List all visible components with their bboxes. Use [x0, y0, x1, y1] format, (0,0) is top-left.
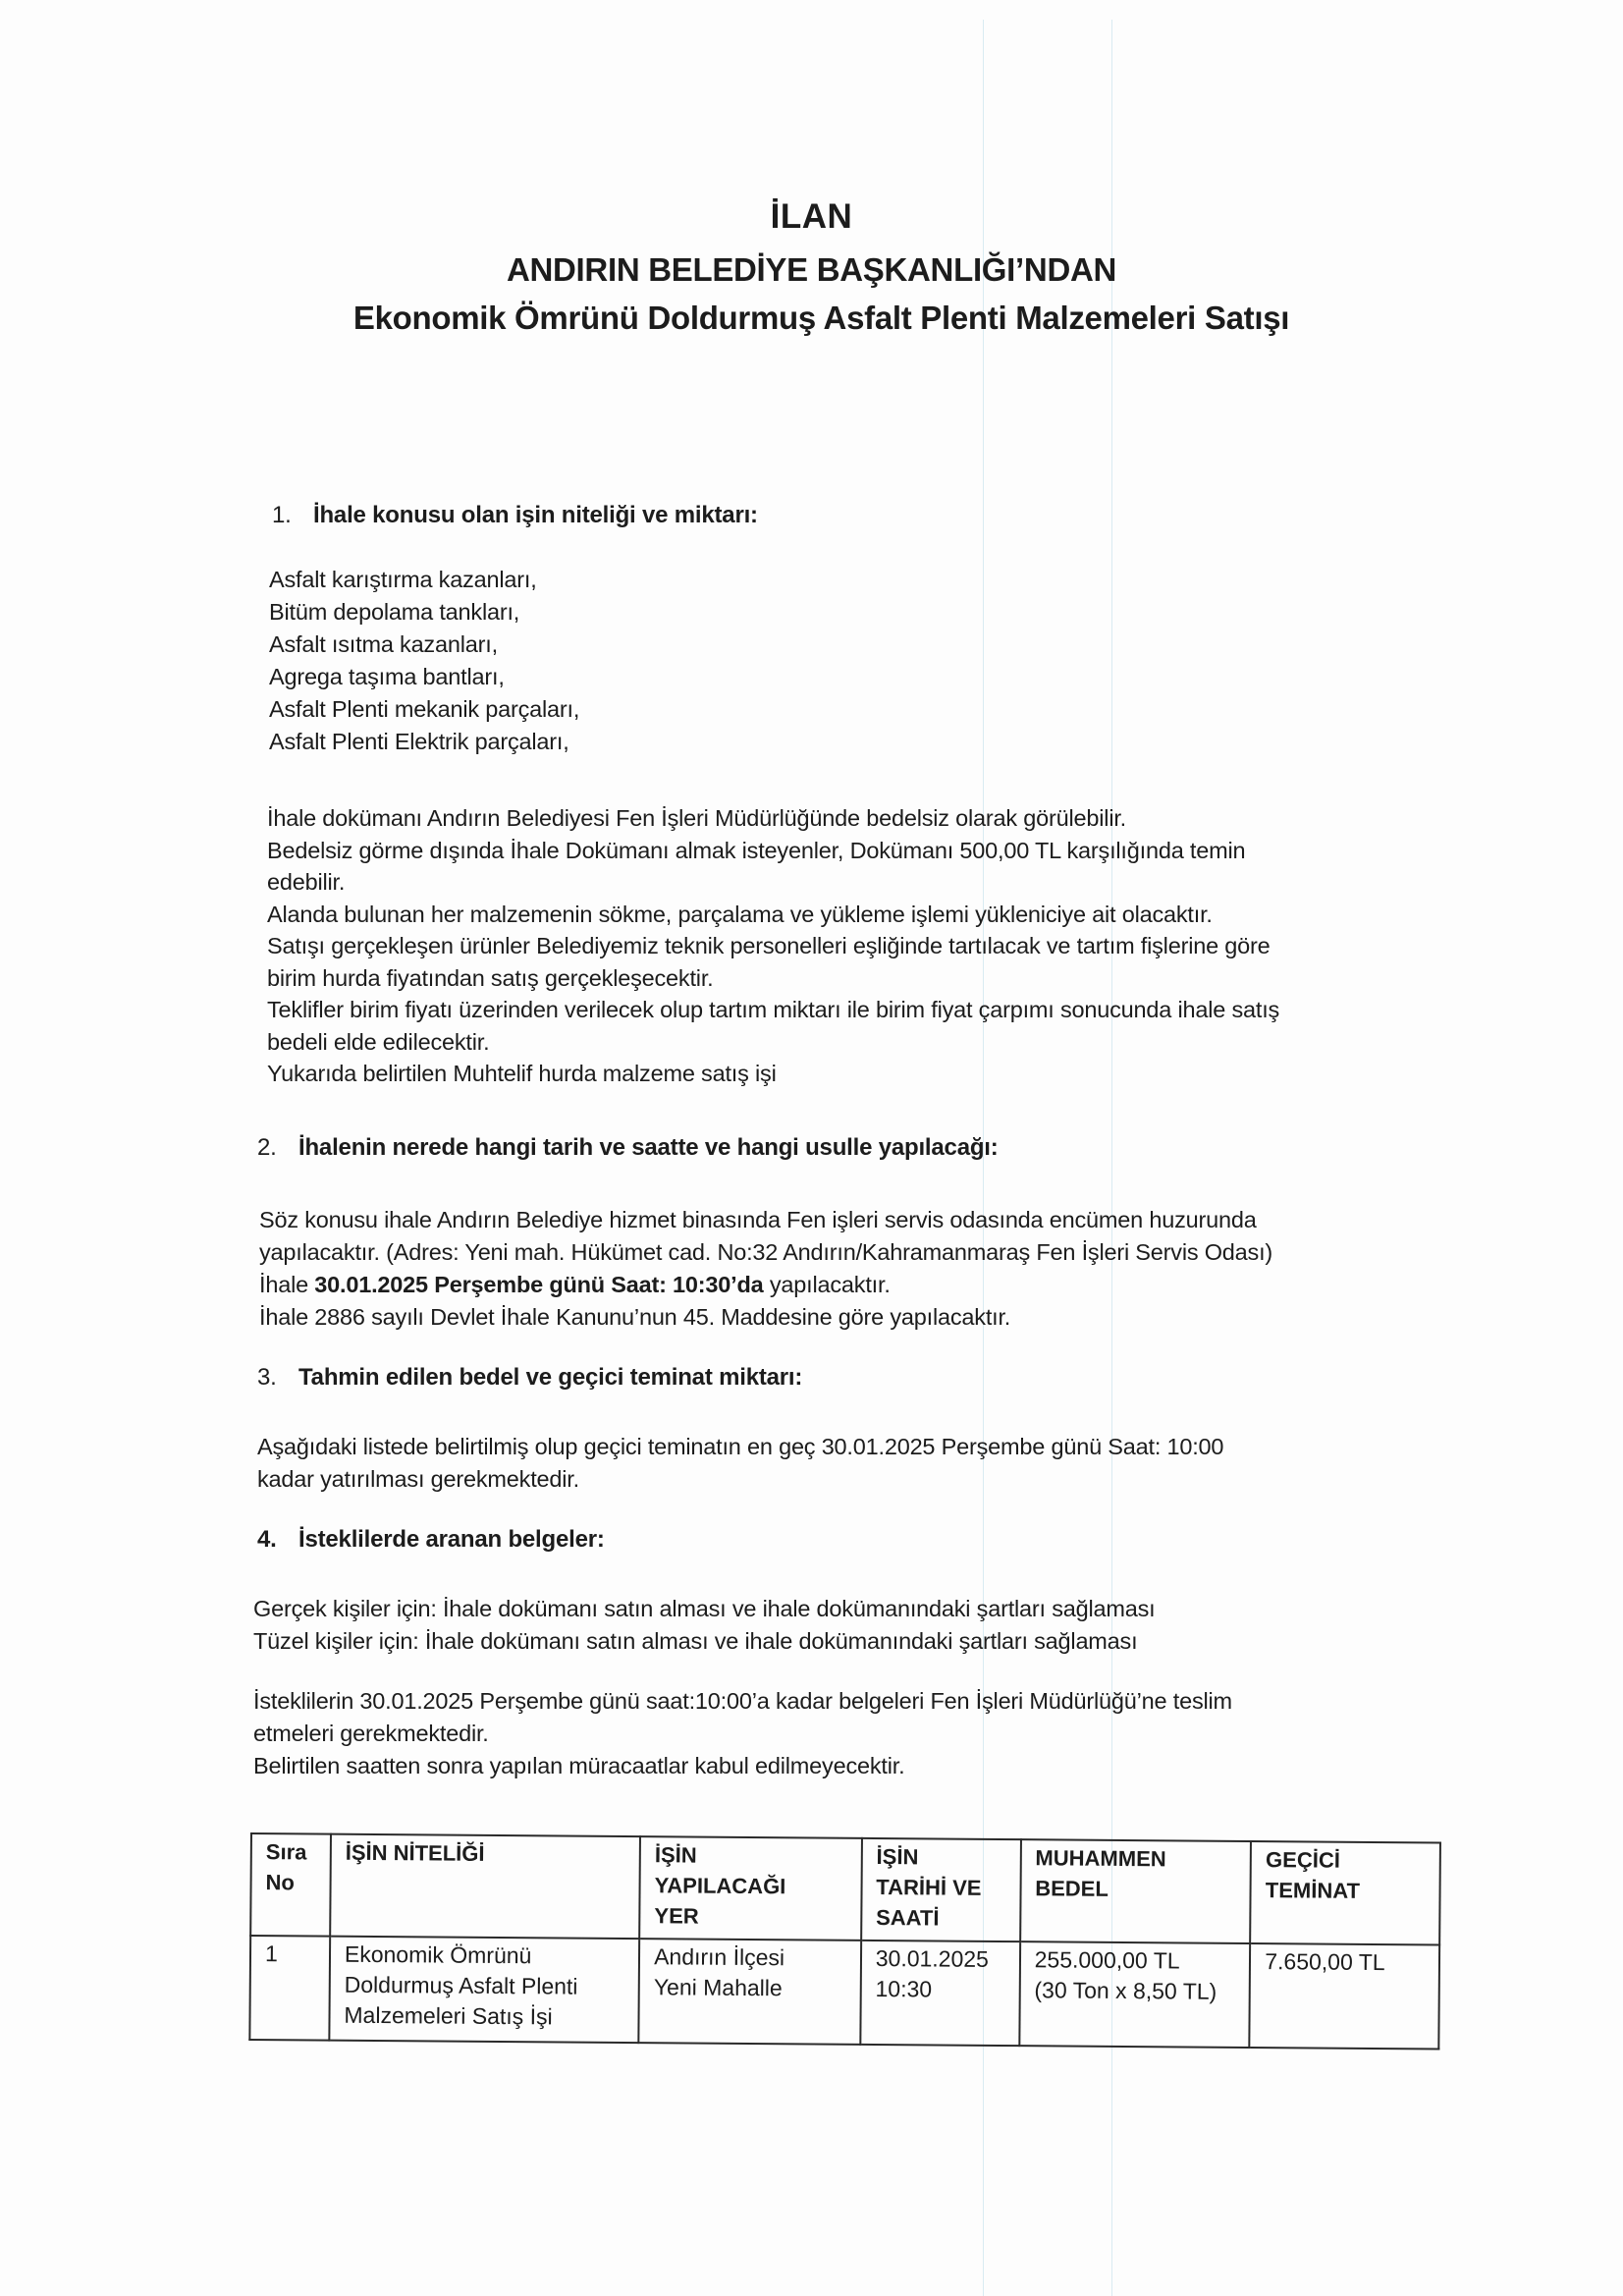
section-2-heading: [257, 1134, 999, 1162]
col-header-yapilacagi-yer: [639, 1836, 861, 1941]
section-title: İsteklilerde aranan belgeler:: [298, 1526, 605, 1553]
header-line: YER: [654, 1903, 699, 1929]
header-line: Sıra: [265, 1839, 307, 1865]
section-title: İhalenin nerede hangi tarih ve saatte ve hangi usulle yapılacağı:: [298, 1134, 999, 1161]
cell-line: Andırın İlçesi: [654, 1943, 785, 1971]
header-line: TARİHİ VE: [876, 1875, 982, 1900]
paragraph-line: bedeli elde edilecektir.: [267, 1028, 490, 1055]
cell-line: Malzemeleri Satış İşi: [344, 2001, 553, 2030]
cell-line: Doldurmuş Asfalt Plenti: [344, 1971, 578, 1999]
section-1-heading: [272, 502, 758, 529]
announcement-label: İLAN: [770, 197, 853, 236]
spacer: [253, 1658, 1232, 1685]
cell-isin-niteligi: [329, 1937, 639, 2043]
section-number: 2.: [257, 1134, 277, 1161]
paragraph-line: Belirtilen saatten sonra yapılan müracaatlar kabul edilmeyecektir.: [253, 1753, 905, 1778]
cell-line: 10:30: [875, 1976, 933, 2002]
tender-datetime: 30.01.2025 Perşembe günü Saat: 10:30’da: [314, 1272, 764, 1297]
header-line: TEMİNAT: [1265, 1878, 1361, 1903]
header-line: İŞİN: [876, 1844, 919, 1870]
header-line: İŞİN: [654, 1842, 697, 1868]
paragraph-line: Satışı gerçekleşen ürünler Belediyemiz teknik personelleri eşliğinde tartılacak ve tartım fişlerine göre: [267, 933, 1271, 958]
text: İhale: [259, 1272, 315, 1297]
paragraph-line: Tüzel kişiler için: İhale dokümanı satın alması ve ihale dokümanındaki şartları sağlaması: [253, 1628, 1138, 1654]
section-3-heading: [257, 1364, 802, 1392]
table-row: [249, 1936, 1439, 2050]
paragraph-line: Alanda bulunan her malzemenin sökme, parçalama ve yükleme işlemi yükleniciye ait olacaktır.: [267, 901, 1213, 927]
col-header-tarihi-ve-saati: [861, 1838, 1021, 1941]
paragraph-line: etmeleri gerekmektedir.: [253, 1721, 489, 1746]
cell-line: 255.000,00 TL: [1034, 1946, 1180, 1974]
paragraph-line: Teklifler birim fiyatı üzerinden verilecek olup tartım miktarı ile birim fiyat çarpımı sonucunda ihale satış: [267, 997, 1280, 1022]
paragraph-line: İhale dokümanı Andırın Belediyesi Fen İşleri Müdürlüğünde bedelsiz olarak görülebilir.: [267, 805, 1127, 831]
cell-line: (30 Ton x 8,50 TL): [1034, 1977, 1217, 2004]
tender-table: [248, 1832, 1441, 2050]
cell-line: Yeni Mahalle: [653, 1974, 783, 2001]
section-title: Tahmin edilen bedel ve geçici teminat miktarı:: [298, 1364, 803, 1391]
header-line: BEDEL: [1035, 1876, 1109, 1901]
header-line: MUHAMMEN: [1035, 1845, 1166, 1872]
list-item: Agrega taşıma bantları,: [269, 664, 505, 689]
list-item: Bitüm depolama tankları,: [269, 599, 520, 625]
cell-tarihi-ve-saati: [860, 1941, 1020, 2046]
col-header-sira-no: [250, 1833, 331, 1937]
section-number: 4.: [257, 1526, 277, 1553]
list-item: Asfalt ısıtma kazanları,: [269, 631, 498, 657]
cell-line: 7.650,00 TL: [1265, 1948, 1385, 1976]
header-line: SAATİ: [876, 1905, 940, 1931]
item-list: [269, 564, 579, 758]
col-header-isin-niteligi: [330, 1834, 640, 1939]
paragraph-line: Bedelsiz görme dışında İhale Dokümanı almak isteyenler, Dokümanı 500,00 TL karşılığında temin: [267, 837, 1246, 863]
paragraph-line: İhale 2886 sayılı Devlet İhale Kanunu’nun 45. Maddesine göre yapılacaktır.: [259, 1304, 1011, 1330]
paragraph-line: Söz konusu ihale Andırın Belediye hizmet binasında Fen işleri servis odasında encümen huzurunda: [259, 1207, 1257, 1232]
section-3-body: [257, 1431, 1223, 1496]
header-line: GEÇİCİ: [1266, 1847, 1341, 1873]
header-line: İŞİN NİTELİĞİ: [345, 1839, 485, 1866]
list-item: Asfalt Plenti Elektrik parçaları,: [269, 729, 569, 754]
paragraph-line: yapılacaktır. (Adres: Yeni mah. Hükümet cad. No:32 Andırın/Kahramanmaraş Fen İşleri Servis Odası): [259, 1239, 1273, 1265]
cell-sira-no: [249, 1936, 330, 2041]
section-1-body: [267, 802, 1279, 1090]
header-line: YAPILACAĞI: [654, 1873, 786, 1899]
col-header-muhammen-bedel: [1020, 1839, 1251, 1943]
section-4-heading: [257, 1526, 605, 1554]
paragraph-line: edebilir.: [267, 869, 346, 895]
header-line: No: [265, 1870, 296, 1895]
section-number: 3.: [257, 1364, 277, 1391]
table-header-row: [250, 1833, 1440, 1945]
paragraph-line: kadar yatırılması gerekmektedir.: [257, 1466, 579, 1492]
paragraph-line: birim hurda fiyatından satış gerçekleşecektir.: [267, 964, 714, 991]
cell-line: Ekonomik Ömrünü: [344, 1941, 532, 1969]
text: yapılacaktır.: [763, 1272, 891, 1297]
paragraph-line: [259, 1269, 1272, 1301]
section-4-body: [253, 1593, 1232, 1782]
cell-line: 30.01.2025: [875, 1945, 990, 1972]
list-item: Asfalt karıştırma kazanları,: [269, 567, 537, 592]
cell-muhammen-bedel: [1019, 1941, 1250, 2048]
issuer-title: ANDIRIN BELEDİYE BAŞKANLIĞI’NDAN: [506, 251, 1117, 288]
col-header-gecici-teminat: [1250, 1841, 1440, 1945]
paragraph-line: İsteklilerin 30.01.2025 Perşembe günü saat:10:00’a kadar belgeleri Fen İşleri Müdürlüğü’ne teslim: [253, 1688, 1232, 1714]
section-number: 1.: [272, 502, 292, 528]
list-item: Asfalt Plenti mekanik parçaları,: [269, 696, 580, 722]
document-title: Ekonomik Ömrünü Doldurmuş Asfalt Plenti Malzemeleri Satışı: [352, 300, 1290, 336]
cell-yapilacagi-yer: [638, 1939, 860, 2045]
cell-gecici-teminat: [1250, 1943, 1440, 2050]
section-2-body: [259, 1204, 1272, 1334]
paragraph-line: Yukarıda belirtilen Muhtelif hurda malzeme satış işi: [267, 1061, 777, 1086]
paragraph-line: Gerçek kişiler için: İhale dokümanı satın alması ve ihale dokümanındaki şartları sağlaması: [253, 1596, 1156, 1621]
paragraph-line: Aşağıdaki listede belirtilmiş olup geçici teminatın en geç 30.01.2025 Perşembe günü Saat: 10:00: [257, 1434, 1224, 1459]
section-title: İhale konusu olan işin niteliği ve miktarı:: [313, 502, 758, 528]
cell-line: 1: [264, 1941, 278, 1967]
